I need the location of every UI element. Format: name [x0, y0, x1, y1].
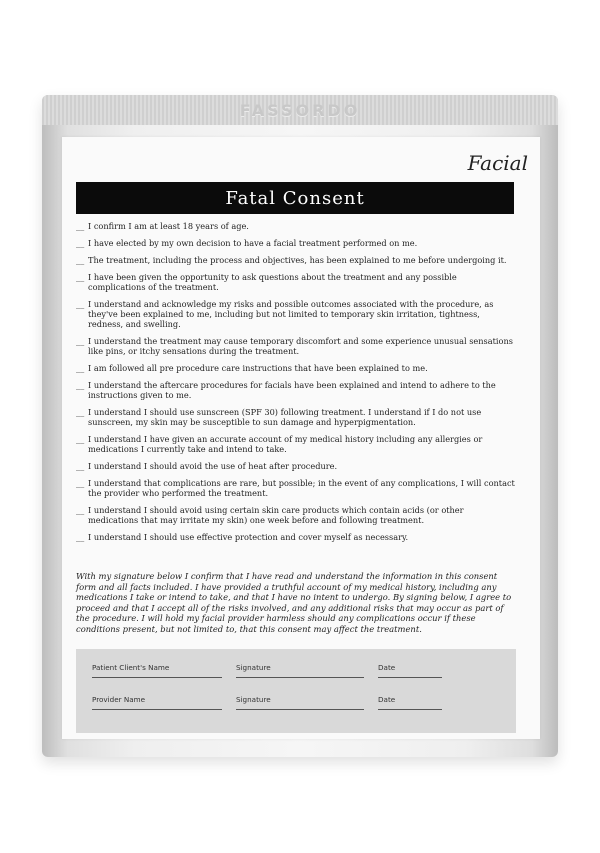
pouch-top-seal — [42, 95, 558, 125]
consent-item: __ I have been given the opportunity to ask questions about the treatment and any possible complications of the treatment. — [76, 272, 457, 292]
initial-blank: __ — [76, 336, 85, 346]
initial-blank: __ — [76, 380, 85, 390]
client-name-label: Patient Client's Name — [92, 663, 170, 672]
consent-item: __ I understand and acknowledge my risks and possible outcomes associated with the procedure, as they've been explained to me, including but not limited to temporary skin irritation, tightness, redness, and swelling. — [76, 299, 494, 329]
client-signature-field[interactable] — [236, 655, 364, 674]
initial-blank: __ — [76, 505, 85, 515]
consent-form — [62, 137, 540, 739]
client-name-line — [92, 677, 222, 678]
initial-blank: __ — [76, 461, 85, 471]
consent-item: __ I understand I should avoid using certain skin care products which contain acids (or other medications that may irritate my skin) one week before and following treatment. — [76, 505, 464, 525]
client-signature-row — [76, 655, 516, 685]
initial-blank: __ — [76, 238, 85, 248]
product-pouch — [42, 95, 558, 757]
consent-item: __ I understand I have given an accurate account of my medical history including any allergies or medications I currently take and intend to take. — [76, 434, 483, 454]
signature-section — [76, 649, 516, 733]
provider-signature-line — [236, 709, 364, 710]
consent-item: __ I have elected by my own decision to have a facial treatment performed on me. — [76, 238, 418, 248]
consent-item: __ I understand the treatment may cause temporary discomfort and some experience unusual sensations like pins, or itchy sensations during the treatment. — [76, 336, 513, 356]
brand-embossed-logo: FASSORDO — [239, 101, 361, 120]
provider-date-field[interactable] — [378, 687, 442, 706]
provider-signature-field[interactable] — [236, 687, 364, 706]
initial-blank: __ — [76, 478, 85, 488]
provider-date-label: Date — [378, 695, 396, 704]
initial-blank: __ — [76, 255, 85, 265]
provider-signature-label: Signature — [236, 695, 271, 704]
provider-name-label: Provider Name — [92, 695, 146, 704]
client-date-line — [378, 677, 442, 678]
consent-statement: With my signature below I confirm that I have read and understand the information in this consent form and all facts included. I have provided a truthful account of my medical history, including any medications I take or intend to take, and that I have no intent to undergo. By signing below, I agree to proceed and that I accept all of the risks involved, and any additional risks that may occur as part of the procedure. I will hold my facial provider harmless should any complications occur if these conditions present, but not limited to, that this consent may affect the treatment. — [76, 571, 512, 634]
consent-items-list — [76, 221, 516, 549]
script-label: Facial — [467, 151, 528, 175]
consent-item: __ I understand I should use sunscreen (SPF 30) following treatment. I understand if I do not use sunscreen, my skin may be susceptible to sun damage and hyperpigmentation. — [76, 407, 482, 427]
consent-item: __ The treatment, including the process and objectives, has been explained to me before undergoing it. — [76, 255, 507, 265]
client-date-label: Date — [378, 663, 396, 672]
initial-blank: __ — [76, 299, 85, 309]
consent-item: __ I understand I should use effective protection and cover myself as necessary. — [76, 532, 409, 542]
provider-date-line — [378, 709, 442, 710]
consent-item: __ I am followed all pre procedure care instructions that have been explained to me. — [76, 363, 428, 373]
initial-blank: __ — [76, 407, 85, 417]
client-signature-label: Signature — [236, 663, 271, 672]
initial-blank: __ — [76, 434, 85, 444]
client-signature-line — [236, 677, 364, 678]
client-date-field[interactable] — [378, 655, 442, 674]
form-title: Fatal Consent — [225, 187, 365, 209]
consent-item: __ I confirm I am at least 18 years of age. — [76, 221, 249, 231]
consent-item: __ I understand the aftercare procedures for facials have been explained and intend to adhere to the instructions given to me. — [76, 380, 496, 400]
provider-signature-row — [76, 687, 516, 717]
consent-item: __ I understand that complications are rare, but possible; in the event of any complications, I will contact the provider who performed the treatment. — [76, 478, 515, 498]
initial-blank: __ — [76, 272, 85, 282]
form-title-bar — [76, 182, 514, 214]
provider-name-field[interactable] — [92, 687, 222, 706]
consent-item: __ I understand I should avoid the use of heat after procedure. — [76, 461, 338, 471]
initial-blank: __ — [76, 363, 85, 373]
client-name-field[interactable] — [92, 655, 222, 674]
provider-name-line — [92, 709, 222, 710]
initial-blank: __ — [76, 532, 85, 542]
initial-blank: __ — [76, 221, 85, 231]
